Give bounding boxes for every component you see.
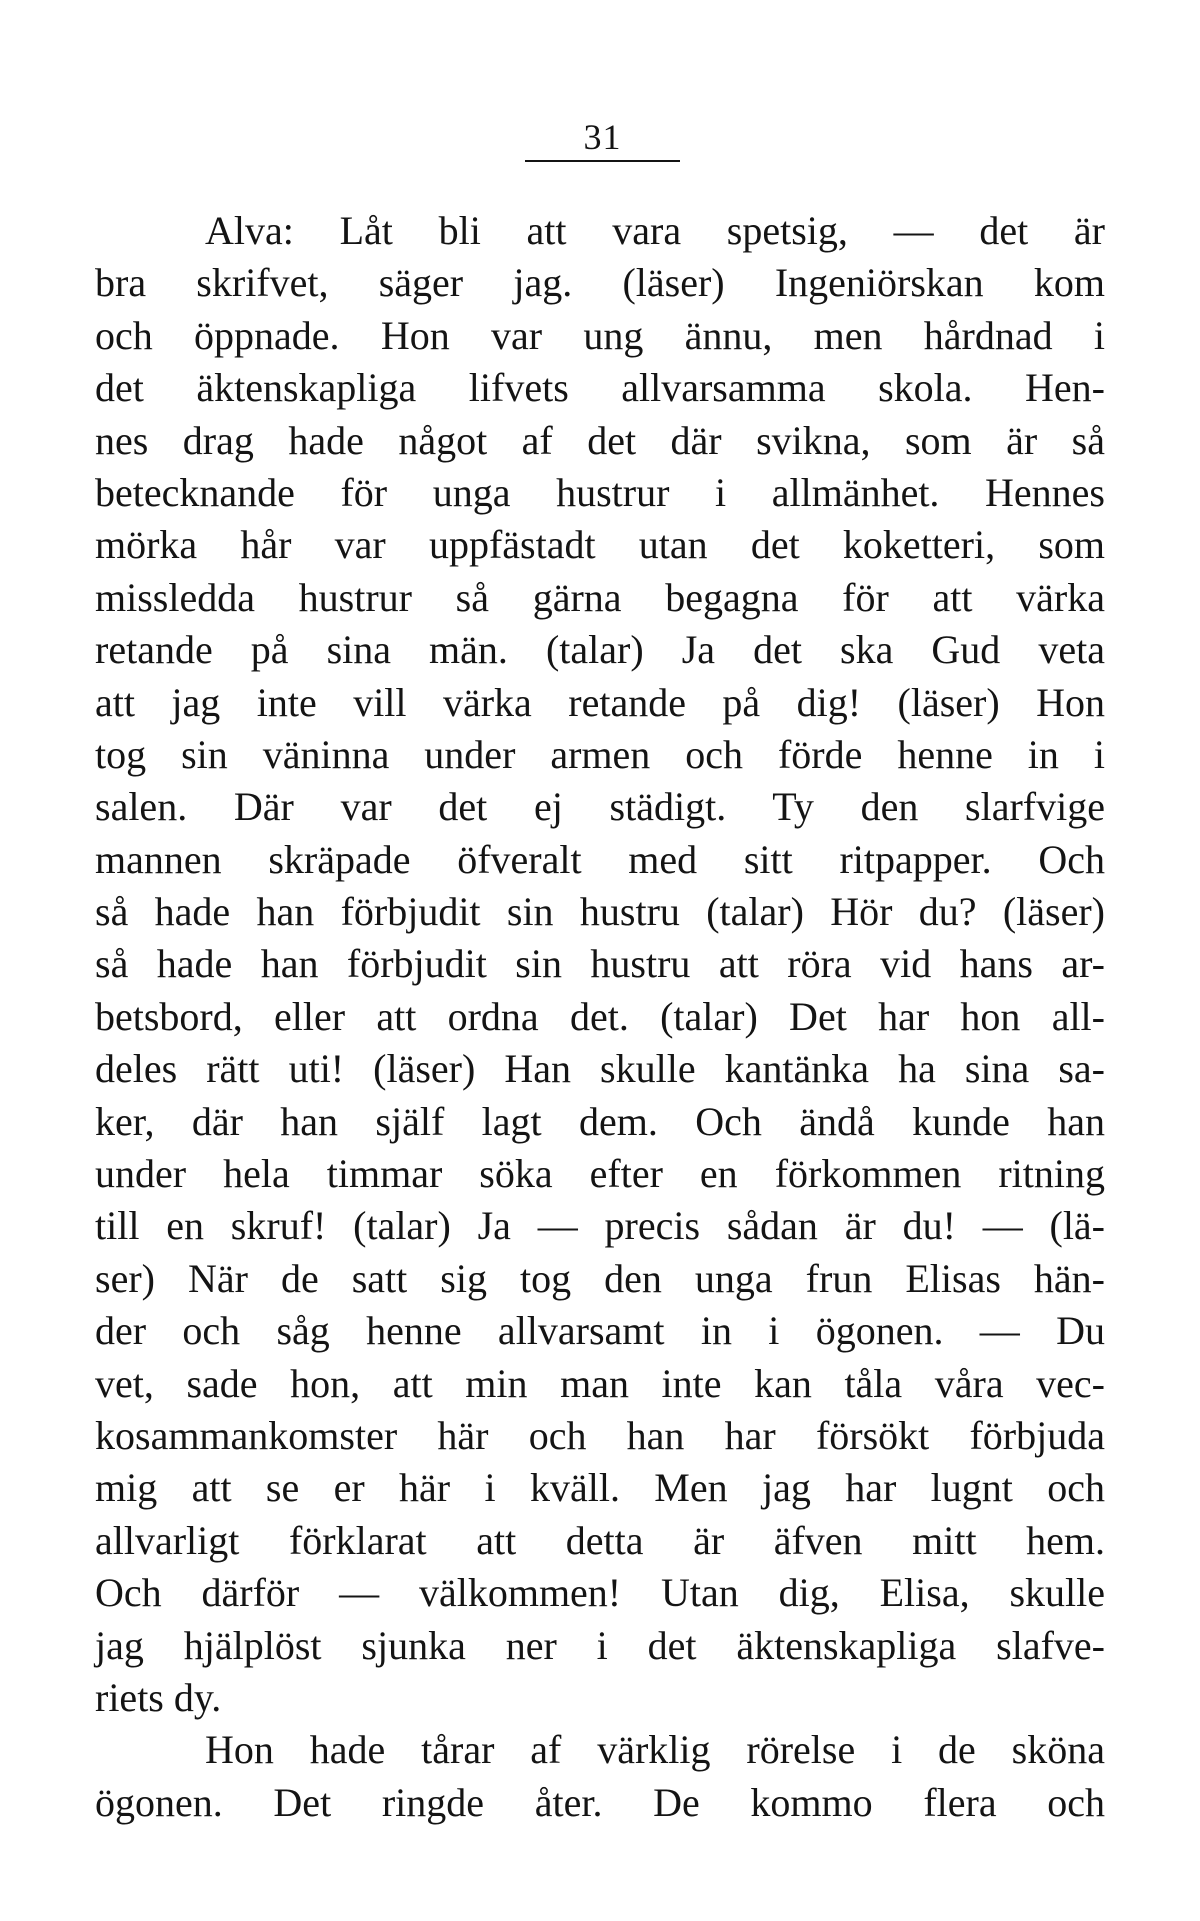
text-line: bra skrifvet, säger jag. (läser) Ingeniörskan kom xyxy=(95,260,1105,306)
text-line: Hon hade tårar af värklig rörelse i de sköna xyxy=(205,1727,1105,1773)
text-line: missledda hustrur så gärna begagna för att värka xyxy=(95,574,1105,620)
text-line: deles rätt uti! (läser) Han skulle kantänka ha sina sa- xyxy=(95,1046,1105,1092)
text-line: allvarligt förklarat att detta är äfven mitt hem. xyxy=(95,1517,1105,1563)
text-line: att jag inte vill värka retande på dig! (läser) Hon xyxy=(95,679,1105,725)
body-text xyxy=(95,205,1105,1829)
text-line: jag hjälplöst sjunka ner i det äktenskapliga slafve- xyxy=(95,1622,1105,1668)
text-line: till en skruf! (talar) Ja — precis sådan är du! — (lä- xyxy=(95,1203,1105,1249)
text-line: vet, sade hon, att min man inte kan tåla våra vec- xyxy=(95,1360,1105,1406)
text-line: så hade han förbjudit sin hustru (talar) Hör du? (läser) xyxy=(95,889,1105,935)
page-number-rule xyxy=(525,160,680,162)
text-line: kosammankomster här och han har försökt förbjuda xyxy=(95,1412,1105,1458)
text-line: der och såg henne allvarsamt in i ögonen. — Du xyxy=(95,1308,1105,1354)
text-line: så hade han förbjudit sin hustru att röra vid hans ar- xyxy=(95,941,1105,987)
text-line: det äktenskapliga lifvets allvarsamma skola. Hen- xyxy=(95,365,1105,411)
text-line: betecknande för unga hustrur i allmänhet. Hennes xyxy=(95,469,1105,515)
text-line: ögonen. Det ringde åter. De kommo flera och xyxy=(95,1779,1105,1825)
text-line: ser) När de satt sig tog den unga frun Elisas hän- xyxy=(95,1255,1105,1301)
text-line: nes drag hade något af det där svikna, som är så xyxy=(95,417,1105,463)
text-line: under hela timmar söka efter en förkommen ritning xyxy=(95,1151,1105,1197)
text-line: mörka hår var uppfästadt utan det koketteri, som xyxy=(95,522,1105,568)
text-line: riets dy. xyxy=(95,1674,222,1720)
text-line: Och därför — välkommen! Utan dig, Elisa, skulle xyxy=(95,1570,1105,1616)
text-line: retande på sina män. (talar) Ja det ska Gud veta xyxy=(95,627,1105,673)
text-line: mig att se er här i kväll. Men jag har lugnt och xyxy=(95,1465,1105,1511)
page-number: 31 xyxy=(583,117,622,157)
text-line: tog sin väninna under armen och förde henne in i xyxy=(95,731,1105,777)
text-line: betsbord, eller att ordna det. (talar) Det har hon all- xyxy=(95,993,1105,1039)
text-line: salen. Där var det ej städigt. Ty den slarfvige xyxy=(95,784,1105,830)
text-line: ker, där han själf lagt dem. Och ändå kunde han xyxy=(95,1098,1105,1144)
text-line: Alva: Låt bli att vara spetsig, — det är xyxy=(205,208,1105,253)
text-line: och öppnade. Hon var ung ännu, men hårdnad i xyxy=(95,312,1105,358)
text-line: mannen skräpade öfveralt med sitt ritpapper. Och xyxy=(95,836,1105,882)
